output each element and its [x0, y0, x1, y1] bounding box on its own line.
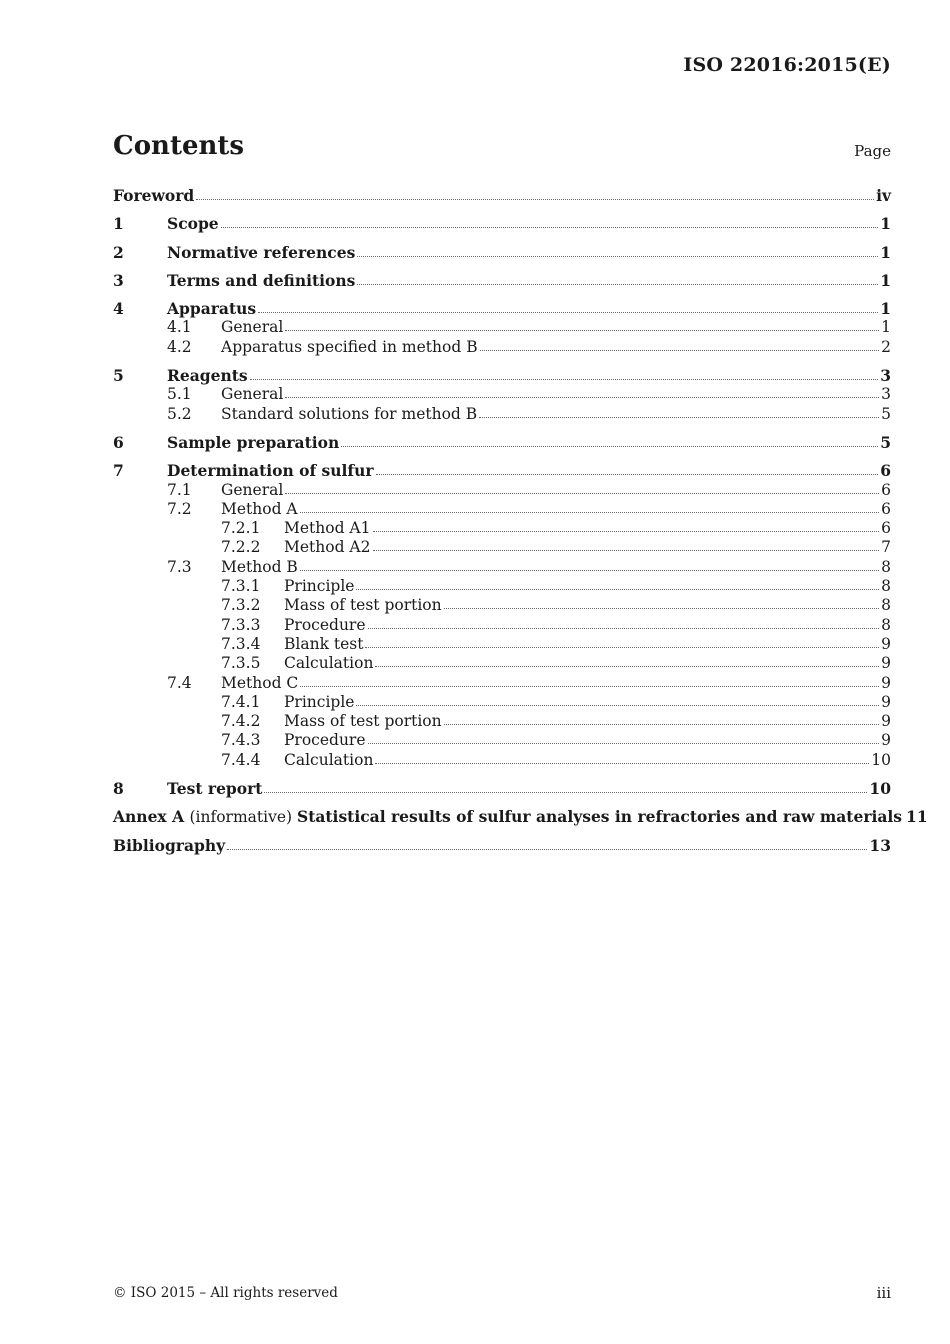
toc-entry-number: 5.1 — [167, 385, 192, 404]
toc-entry-title: Determination of sulfur — [167, 461, 374, 481]
toc-dot-leader — [373, 528, 880, 532]
toc-dot-leader — [356, 702, 879, 706]
toc-entry-page: 1 — [880, 242, 891, 262]
toc-entry[interactable] — [113, 538, 891, 557]
toc-entry-number: 7.3 — [167, 557, 192, 576]
toc-entry-title: Calculation — [284, 654, 374, 673]
toc-entry-title: Normative references — [167, 242, 356, 262]
toc-entry-page: 8 — [881, 577, 891, 596]
toc-entry[interactable] — [113, 654, 891, 673]
toc-entry-title — [113, 807, 902, 826]
toc-entry-number: 7.4.1 — [221, 692, 261, 711]
toc-entry-page: 9 — [881, 712, 891, 731]
toc-entry-title: Blank test — [284, 634, 364, 653]
toc-entry-page: 2 — [881, 337, 891, 356]
toc-entry-page: 9 — [881, 731, 891, 750]
toc-entry-title: Sample preparation — [167, 432, 340, 452]
toc-entry[interactable] — [113, 751, 891, 770]
toc-entry[interactable] — [113, 214, 891, 233]
toc-entry[interactable] — [113, 836, 891, 855]
toc-entry-page: 1 — [880, 214, 891, 234]
page-column-label: Page — [854, 142, 891, 160]
toc-entry-title: Terms and definitions — [167, 270, 356, 290]
toc-entry-number: 7 — [113, 461, 124, 481]
toc-dot-leader — [368, 740, 880, 744]
toc-entry-title-post: Statistical results of sulfur analyses in refractories and raw materials — [297, 807, 903, 827]
toc-entry[interactable] — [113, 674, 891, 693]
toc-entry-number: 7.3.2 — [221, 596, 261, 615]
toc-entry[interactable] — [113, 338, 891, 357]
toc-entry-page: 1 — [880, 299, 891, 319]
toc-entry-page: 5 — [881, 404, 891, 423]
toc-entry-page: 1 — [880, 270, 891, 290]
toc-entry-page: 11 — [906, 807, 928, 827]
toc-entry[interactable] — [113, 616, 891, 635]
toc-dot-leader — [250, 376, 879, 380]
toc-entry-title: Apparatus specified in method B — [221, 337, 478, 356]
toc-entry-title-pre: Annex A — [113, 807, 190, 827]
toc-entry-title: Method A2 — [284, 538, 371, 557]
toc-entry-number: 7.2.1 — [221, 519, 261, 538]
toc-entry-number: 5 — [113, 366, 124, 386]
toc-entry-number: 7.3.3 — [221, 615, 261, 634]
toc-entry-number: 8 — [113, 779, 124, 799]
toc-entry[interactable] — [113, 731, 891, 750]
toc-entry-page: 3 — [880, 366, 891, 386]
toc-entry-title: Calculation — [284, 750, 374, 769]
toc-dot-leader — [221, 224, 879, 228]
toc-entry-title: Method A1 — [284, 519, 371, 538]
toc-entry-number: 7.1 — [167, 480, 192, 499]
toc-entry-number: 4.1 — [167, 318, 192, 337]
toc-entry-number: 7.4 — [167, 673, 192, 692]
toc-entry[interactable] — [113, 558, 891, 577]
toc-entry-page: 1 — [881, 318, 891, 337]
toc-entry-title: General — [221, 318, 284, 337]
toc-dot-leader — [356, 586, 879, 590]
toc-dot-leader — [480, 347, 880, 351]
toc-dot-leader — [375, 760, 869, 764]
toc-entry-title: Procedure — [284, 731, 366, 750]
toc-dot-leader — [196, 196, 874, 200]
toc-entry-title: General — [221, 480, 284, 499]
toc-dot-leader — [376, 471, 879, 475]
toc-entry-page: 9 — [881, 673, 891, 692]
toc-entry-number: 7.3.5 — [221, 654, 261, 673]
table-of-contents — [113, 186, 928, 855]
toc-entry-number: 6 — [113, 432, 124, 452]
toc-dot-leader — [285, 490, 879, 494]
toc-entry[interactable] — [113, 807, 928, 827]
toc-entry[interactable] — [113, 299, 891, 318]
toc-entry-title: Foreword — [113, 186, 195, 205]
toc-entry[interactable] — [113, 481, 891, 500]
toc-dot-leader — [300, 683, 879, 687]
toc-dot-leader — [357, 281, 878, 285]
toc-entry-title: Mass of test portion — [284, 596, 442, 615]
toc-entry-number: 1 — [113, 214, 124, 234]
toc-entry-number: 7.3.4 — [221, 634, 261, 653]
toc-entry-number: 7.3.1 — [221, 577, 261, 596]
toc-entry[interactable] — [113, 712, 891, 731]
toc-entry-title: Reagents — [167, 366, 248, 386]
toc-dot-leader — [373, 547, 880, 551]
toc-entry[interactable] — [113, 318, 891, 337]
toc-entry-page: iv — [876, 186, 891, 205]
toc-dot-leader — [375, 663, 879, 667]
toc-entry-number: 7.4.4 — [221, 750, 261, 769]
toc-entry-page: 7 — [881, 538, 891, 557]
toc-entry-number: 7.2 — [167, 499, 192, 518]
footer-page-number: iii — [876, 1284, 891, 1302]
toc-entry-page: 6 — [881, 519, 891, 538]
toc-entry[interactable] — [113, 405, 891, 424]
toc-entry-title: Procedure — [284, 615, 366, 634]
toc-dot-leader — [444, 605, 880, 609]
toc-entry-title: Method A — [221, 499, 298, 518]
toc-entry-number: 4.2 — [167, 337, 192, 356]
toc-dot-leader — [365, 644, 879, 648]
toc-entry-number: 3 — [113, 270, 124, 290]
toc-entry[interactable] — [113, 366, 891, 385]
toc-entry-title: Method C — [221, 673, 299, 692]
toc-entry[interactable] — [113, 271, 891, 290]
toc-entry-page: 9 — [881, 654, 891, 673]
toc-entry-number: 4 — [113, 299, 124, 319]
toc-dot-leader — [357, 253, 878, 257]
toc-entry-title: Method B — [221, 557, 298, 576]
toc-entry[interactable] — [113, 519, 891, 538]
toc-entry-title: Mass of test portion — [284, 712, 442, 731]
toc-dot-leader — [264, 789, 867, 793]
toc-entry-number: 5.2 — [167, 404, 192, 423]
toc-entry-title-mid: (informative) — [189, 808, 297, 827]
toc-entry-number: 2 — [113, 242, 124, 262]
toc-entry[interactable] — [113, 635, 891, 654]
toc-entry[interactable] — [113, 433, 891, 452]
toc-entry-page: 13 — [869, 835, 891, 855]
toc-entry-page: 10 — [869, 779, 891, 799]
toc-dot-leader — [300, 509, 879, 513]
toc-entry[interactable] — [113, 779, 891, 798]
toc-entry-page: 3 — [881, 385, 891, 404]
toc-entry-number: 7.4.2 — [221, 712, 261, 731]
toc-dot-leader — [341, 443, 878, 447]
toc-entry-page: 8 — [881, 557, 891, 576]
toc-entry[interactable] — [113, 596, 891, 615]
toc-entry-page: 6 — [880, 461, 891, 481]
toc-entry[interactable] — [113, 500, 891, 519]
toc-entry-title: Standard solutions for method B — [221, 404, 478, 423]
toc-entry[interactable] — [113, 385, 891, 404]
toc-entry-number: 7.4.3 — [221, 731, 261, 750]
toc-dot-leader — [258, 309, 878, 313]
toc-entry-title: Test report — [167, 779, 263, 799]
toc-entry-number: 7.2.2 — [221, 538, 261, 557]
toc-entry[interactable] — [113, 186, 891, 205]
toc-entry-title: Bibliography — [113, 835, 226, 855]
toc-dot-leader — [444, 721, 880, 725]
toc-dot-leader — [368, 625, 880, 629]
toc-dot-leader — [227, 846, 867, 850]
toc-entry-page: 9 — [881, 634, 891, 653]
toc-entry[interactable] — [113, 577, 891, 596]
toc-entry-page: 6 — [881, 499, 891, 518]
toc-dot-leader — [300, 567, 879, 571]
toc-entry[interactable] — [113, 693, 891, 712]
toc-entry-page: 5 — [880, 432, 891, 452]
toc-entry-page: 9 — [881, 692, 891, 711]
toc-entry[interactable] — [113, 461, 891, 480]
toc-dot-leader — [479, 414, 879, 418]
toc-entry-page: 6 — [881, 480, 891, 499]
standard-id: ISO 22016:2015(E) — [683, 54, 891, 76]
toc-entry[interactable] — [113, 243, 891, 262]
footer-copyright: © ISO 2015 – All rights reserved — [113, 1285, 338, 1301]
toc-entry-title: Scope — [167, 214, 219, 234]
toc-entry-page: 8 — [881, 596, 891, 615]
contents-title: Contents — [113, 131, 245, 161]
toc-dot-leader — [285, 394, 879, 398]
toc-entry-title: General — [221, 385, 284, 404]
toc-dot-leader — [285, 327, 879, 331]
toc-entry-title: Principle — [284, 692, 355, 711]
toc-entry-page: 8 — [881, 615, 891, 634]
toc-entry-title: Apparatus — [167, 299, 257, 319]
toc-entry-title: Principle — [284, 577, 355, 596]
toc-entry-page: 10 — [871, 750, 891, 769]
